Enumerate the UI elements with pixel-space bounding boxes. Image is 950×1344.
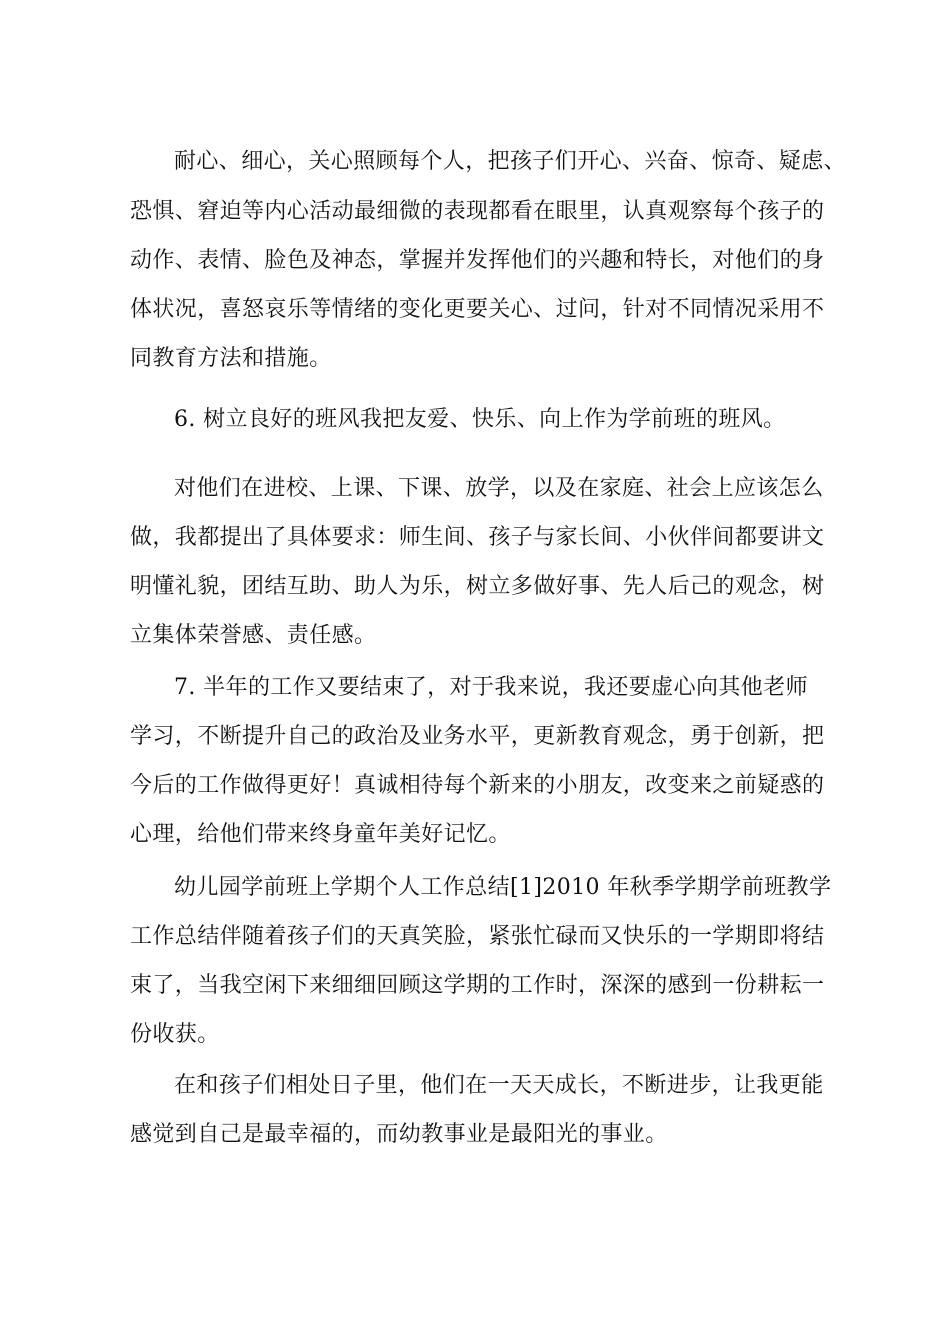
text-line: 7. 半年的工作又要结束了，对于我来说，我还要虚心向其他老师 [174,675,808,700]
text-line: 束了，当我空闲下来细细回顾这学期的工作时，深深的感到一份耕耘一 [130,973,825,998]
text-line: 幼儿园学前班上学期个人工作总结[1]2010 年秋季学期学前班教学 [174,875,832,900]
text-line: 同教育方法和措施。 [130,346,332,371]
text-line: 份收获。 [130,1022,220,1047]
text-line: 立集体荣誉感、责任感。 [130,623,377,648]
text-line: 感觉到自己是最幸福的，而幼教事业是最阳光的事业。 [130,1122,668,1147]
text-line: 体状况，喜怒哀乐等情绪的变化更要关心、过问，针对不同情况采用不 [130,297,825,322]
text-line: 工作总结伴随着孩子们的天真笑脸，紧张忙碌而又快乐的一学期即将结 [130,924,825,949]
text-line: 对他们在进校、上课、下课、放学，以及在家庭、社会上应该怎么 [174,476,824,501]
text-line: 动作、表情、脸色及神态，掌握并发挥他们的兴趣和特长，对他们的身 [130,248,825,273]
text-line: 今后的工作做得更好！真诚相待每个新来的小朋友，改变来之前疑惑的 [130,773,825,798]
section-heading: 6. 树立良好的班风我把友爱、快乐、向上作为学前班的班风。 [174,407,786,432]
text-line: 明懂礼貌，团结互助、助人为乐，树立多做好事、先人后己的观念，树 [130,574,825,599]
text-line: 心理，给他们带来终身童年美好记忆。 [130,822,511,847]
text-line: 恐惧、窘迫等内心活动最细微的表现都看在眼里，认真观察每个孩子的 [130,199,825,224]
text-line: 在和孩子们相处日子里，他们在一天天成长，不断进步，让我更能 [174,1073,824,1098]
text-line: 做，我都提出了具体要求：师生间、孩子与家长间、小伙伴间都要讲文 [130,525,825,550]
text-line: 学习，不断提升自己的政治及业务水平，更新教育观念，勇于创新，把 [130,724,825,749]
text-line: 耐心、细心，关心照顾每个人，把孩子们开心、兴奋、惊奇、疑虑、 [174,149,847,174]
